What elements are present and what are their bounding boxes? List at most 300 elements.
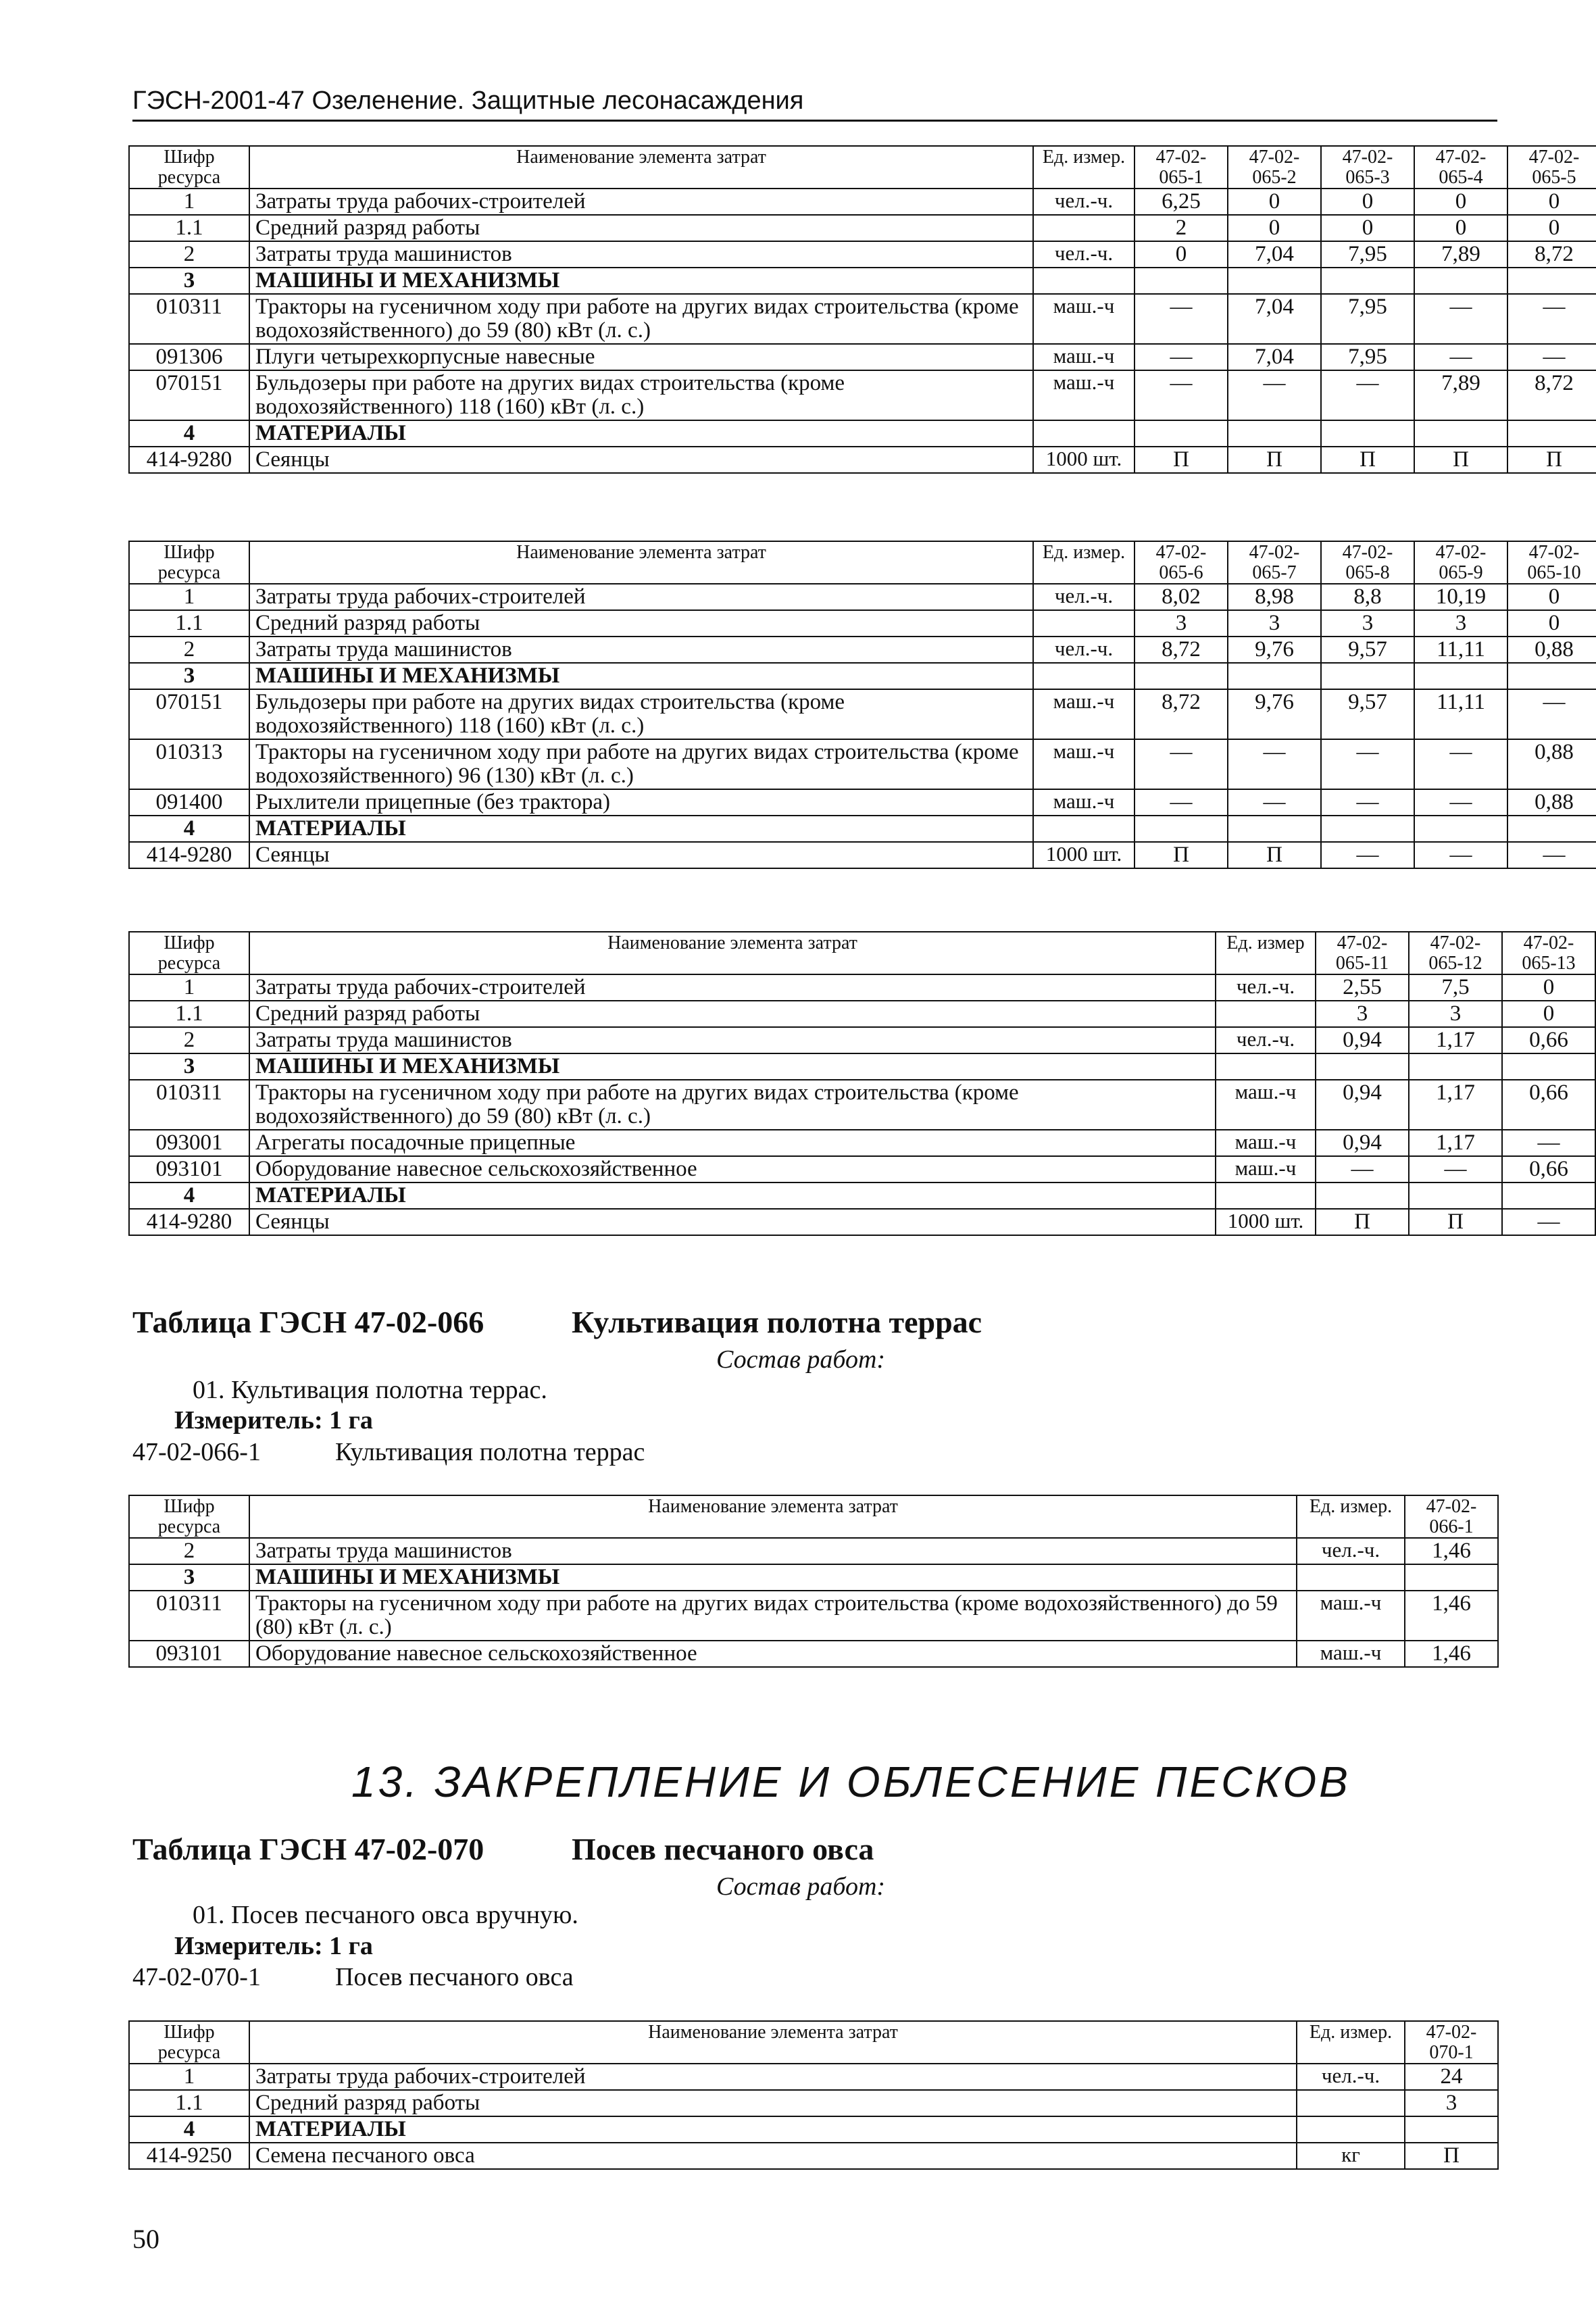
- section-row: [129, 1053, 1595, 1080]
- table-row: [129, 1130, 1595, 1156]
- resource-code-cell: 2: [129, 637, 249, 663]
- resource-name-cell: Средний разряд работы: [249, 610, 1033, 637]
- unit-cell: чел.-ч.: [1297, 2064, 1405, 2090]
- value-cell: 8,8: [1321, 584, 1414, 610]
- measure-070-label: Измеритель: 1 га: [174, 1932, 373, 1960]
- value-cell: —: [1414, 789, 1507, 816]
- header-norm-code-cell: [1414, 541, 1507, 584]
- resource-code-cell: 1: [129, 974, 249, 1001]
- item-070-1-code: 47-02-070-1: [132, 1963, 261, 1991]
- resource-code-cell: 093101: [129, 1156, 249, 1183]
- resource-code-cell: 414-9280: [129, 1209, 249, 1235]
- unit-cell: чел.-ч.: [1033, 241, 1134, 268]
- header-code-line-1: Шифр: [164, 147, 215, 168]
- header-code-line-2: ресурса: [157, 1516, 221, 1537]
- measure-066-label: Измеритель: 1 га: [174, 1406, 373, 1435]
- value-cell: 2,55: [1316, 974, 1409, 1001]
- norm-code-line-1: 47-02-: [1249, 542, 1300, 563]
- table-row: [129, 739, 1596, 789]
- norm-code-line-2: 065-3: [1345, 166, 1390, 188]
- resource-name-cell: Бульдозеры при работе на других видах строительства (кроме водохозяйственного) 118 (160) кВт (л. с.): [249, 689, 1033, 739]
- value-cell: [1228, 420, 1321, 447]
- resource-name-cell: Тракторы на гусеничном ходу при работе на других видах строительства (кроме водохозяйственного) 96 (130) кВт (л. с.): [249, 739, 1033, 789]
- norm-code-line-1: 47-02-: [1523, 932, 1574, 953]
- value-cell: 0: [1321, 215, 1414, 241]
- value-cell: [1414, 268, 1507, 294]
- resource-code-cell: 2: [129, 1538, 249, 1564]
- value-cell: [1321, 420, 1414, 447]
- table-row: [129, 241, 1596, 268]
- work-item-070: 01. Посев песчаного овса вручную.: [193, 1901, 578, 1929]
- value-cell: —: [1134, 370, 1228, 420]
- resource-code-cell: 070151: [129, 370, 249, 420]
- table-title-070: [132, 1831, 874, 1867]
- header-code-line-2: ресурса: [157, 952, 221, 974]
- header-norm-code-cell: [1507, 146, 1596, 189]
- value-cell: —: [1134, 789, 1228, 816]
- unit-cell: [1297, 2090, 1405, 2116]
- value-cell: 9,76: [1228, 689, 1321, 739]
- value-cell: 0,94: [1316, 1027, 1409, 1053]
- table-row: [129, 447, 1596, 473]
- resource-code-cell: 1.1: [129, 215, 249, 241]
- value-cell: 8,72: [1507, 370, 1596, 420]
- norm-code-line-2: 065-13: [1522, 952, 1576, 974]
- table-row: [129, 974, 1595, 1001]
- item-066-1-name: Культивация полотна террас: [335, 1438, 645, 1466]
- header-code-line-2: ресурса: [157, 2041, 221, 2063]
- unit-cell: маш.-ч: [1033, 344, 1134, 370]
- value-cell: [1507, 420, 1596, 447]
- value-cell: 7,04: [1228, 344, 1321, 370]
- value-cell: —: [1414, 739, 1507, 789]
- resource-name-cell: Затраты труда рабочих-строителей: [249, 584, 1033, 610]
- table-header-row: [129, 146, 1596, 189]
- norm-code-line-1: 47-02-: [1342, 147, 1393, 168]
- unit-cell: [1033, 268, 1134, 294]
- measure-070: [174, 1931, 373, 1961]
- chapter-title: 13. ЗАКРЕПЛЕНИЕ И ОБЛЕСЕНИЕ ПЕСКОВ: [351, 1758, 1351, 1806]
- resource-name-cell: Затраты труда рабочих-строителей: [249, 974, 1216, 1001]
- value-cell: —: [1134, 294, 1228, 344]
- resource-name-cell: МАТЕРИАЛЫ: [249, 1183, 1216, 1209]
- unit-cell: чел.-ч.: [1033, 637, 1134, 663]
- resource-name-cell: Затраты труда машинистов: [249, 637, 1033, 663]
- unit-cell: маш.-ч: [1033, 294, 1134, 344]
- resource-name-cell: Сеянцы: [249, 447, 1033, 473]
- value-cell: П: [1321, 447, 1414, 473]
- resource-name-cell: Средний разряд работы: [249, 1001, 1216, 1027]
- resource-name-cell: Семена песчаного овса: [249, 2143, 1297, 2169]
- resource-name-cell: МАТЕРИАЛЫ: [249, 2116, 1297, 2143]
- value-cell: 10,19: [1414, 584, 1507, 610]
- section-row: [129, 2116, 1498, 2143]
- header-norm-code-cell: [1228, 541, 1321, 584]
- resource-table-065-part-3: [128, 931, 1596, 1236]
- value-cell: 0,94: [1316, 1130, 1409, 1156]
- resource-table-065-part-1: [128, 145, 1596, 474]
- value-cell: 1,17: [1409, 1027, 1502, 1053]
- norm-code-line-2: 065-11: [1335, 952, 1389, 974]
- header-norm-code-cell: [1409, 932, 1502, 974]
- unit-cell: 1000 шт.: [1216, 1209, 1316, 1235]
- resource-code-cell: 2: [129, 1027, 249, 1053]
- value-cell: [1316, 1183, 1409, 1209]
- resource-name-cell: Тракторы на гусеничном ходу при работе на других видах строительства (кроме водохозяйственного) до 59 (80) кВт (л. с.): [249, 1080, 1216, 1130]
- value-cell: 0: [1507, 610, 1596, 637]
- header-norm-code-cell: [1502, 932, 1595, 974]
- table-title-070-name: Посев песчаного овса: [572, 1832, 874, 1866]
- table-row: [129, 1027, 1595, 1053]
- value-cell: 0,88: [1507, 789, 1596, 816]
- value-cell: 7,95: [1321, 294, 1414, 344]
- table-row: [129, 1538, 1498, 1564]
- resource-name-cell: Затраты труда рабочих-строителей: [249, 2064, 1297, 2090]
- header-norm-code-cell: [1321, 146, 1414, 189]
- resource-name-cell: Оборудование навесное сельскохозяйственное: [249, 1156, 1216, 1183]
- table-title-066-label: Таблица ГЭСН 47-02-066: [132, 1305, 484, 1339]
- header-name-cell: Наименование элемента затрат: [249, 146, 1033, 189]
- unit-cell: маш.-ч: [1033, 370, 1134, 420]
- table-row: [129, 1641, 1498, 1667]
- resource-name-cell: Сеянцы: [249, 1209, 1216, 1235]
- resource-name-cell: Плуги четырехкорпусные навесные: [249, 344, 1033, 370]
- table-row: [129, 370, 1596, 420]
- resource-code-cell: 1.1: [129, 610, 249, 637]
- value-cell: —: [1321, 370, 1414, 420]
- value-cell: [1134, 663, 1228, 689]
- unit-cell: [1033, 610, 1134, 637]
- item-066-1-code: 47-02-066-1: [132, 1438, 261, 1466]
- table-row: [129, 610, 1596, 637]
- resource-code-cell: 414-9280: [129, 842, 249, 868]
- table-row: [129, 215, 1596, 241]
- table-row: [129, 1209, 1595, 1235]
- header-code-cell: [129, 1495, 249, 1538]
- norm-code-line-2: 065-6: [1159, 562, 1203, 583]
- resource-name-cell: Затраты труда машинистов: [249, 241, 1033, 268]
- resource-name-cell: Бульдозеры при работе на других видах строительства (кроме водохозяйственного) 118 (160) кВт (л. с.): [249, 370, 1033, 420]
- norm-code-line-2: 065-9: [1439, 562, 1483, 583]
- value-cell: [1228, 268, 1321, 294]
- value-cell: —: [1414, 344, 1507, 370]
- value-cell: 7,89: [1414, 370, 1507, 420]
- resource-name-cell: Тракторы на гусеничном ходу при работе на других видах строительства (кроме водохозяйственного) до 59 (80) кВт (л. с.): [249, 1591, 1297, 1641]
- norm-code-line-1: 47-02-: [1435, 147, 1487, 168]
- value-cell: 8,72: [1134, 637, 1228, 663]
- value-cell: 0: [1414, 189, 1507, 215]
- header-code-line-1: Шифр: [164, 542, 215, 563]
- unit-cell: кг: [1297, 2143, 1405, 2169]
- value-cell: [1134, 816, 1228, 842]
- table-title-070-label: Таблица ГЭСН 47-02-070: [132, 1832, 484, 1866]
- value-cell: [1321, 816, 1414, 842]
- header-code-line-2: ресурса: [157, 562, 221, 583]
- norm-code-line-1: 47-02-: [1155, 147, 1207, 168]
- value-cell: 8,72: [1507, 241, 1596, 268]
- value-cell: —: [1507, 689, 1596, 739]
- value-cell: П: [1228, 842, 1321, 868]
- value-cell: —: [1228, 370, 1321, 420]
- item-070-1: [132, 1962, 574, 1992]
- value-cell: 0,88: [1507, 637, 1596, 663]
- resource-code-cell: 1: [129, 189, 249, 215]
- value-cell: 7,04: [1228, 241, 1321, 268]
- resource-code-cell: 1.1: [129, 1001, 249, 1027]
- header-norm-code-cell: [1507, 541, 1596, 584]
- header-name-cell: Наименование элемента затрат: [249, 2021, 1297, 2064]
- resource-code-cell: 414-9280: [129, 447, 249, 473]
- resource-name-cell: Средний разряд работы: [249, 2090, 1297, 2116]
- section-row: [129, 1564, 1498, 1591]
- value-cell: 8,72: [1134, 689, 1228, 739]
- unit-cell: маш.-ч: [1216, 1156, 1316, 1183]
- unit-cell: маш.-ч: [1033, 689, 1134, 739]
- norm-code-line-2: 065-8: [1345, 562, 1390, 583]
- value-cell: [1409, 1183, 1502, 1209]
- resource-name-cell: Затраты труда рабочих-строителей: [249, 189, 1033, 215]
- item-066-1: [132, 1437, 645, 1467]
- value-cell: 9,57: [1321, 689, 1414, 739]
- resource-code-cell: 3: [129, 1053, 249, 1080]
- value-cell: 6,25: [1134, 189, 1228, 215]
- resource-code-cell: 010311: [129, 1080, 249, 1130]
- value-cell: 9,76: [1228, 637, 1321, 663]
- value-cell: 7,04: [1228, 294, 1321, 344]
- header-norm-code-cell: [1321, 541, 1414, 584]
- unit-cell: маш.-ч: [1216, 1080, 1316, 1130]
- value-cell: —: [1316, 1156, 1409, 1183]
- unit-cell: [1033, 215, 1134, 241]
- resource-table-070: [128, 2020, 1499, 2170]
- value-cell: [1507, 268, 1596, 294]
- value-cell: —: [1409, 1156, 1502, 1183]
- norm-code-line-1: 47-02-: [1528, 542, 1580, 563]
- norm-code-line-1: 47-02-: [1342, 542, 1393, 563]
- section-row: [129, 1183, 1595, 1209]
- value-cell: 9,57: [1321, 637, 1414, 663]
- value-cell: 3: [1414, 610, 1507, 637]
- unit-cell: маш.-ч: [1033, 739, 1134, 789]
- unit-cell: [1033, 663, 1134, 689]
- value-cell: [1405, 2116, 1498, 2143]
- table-row: [129, 689, 1596, 739]
- unit-cell: 1000 шт.: [1033, 842, 1134, 868]
- resource-name-cell: Затраты труда машинистов: [249, 1027, 1216, 1053]
- resource-table-065-part-2: [128, 541, 1596, 869]
- table-row: [129, 2090, 1498, 2116]
- value-cell: 3: [1405, 2090, 1498, 2116]
- value-cell: [1321, 663, 1414, 689]
- norm-code-line-2: 070-1: [1429, 2041, 1474, 2063]
- resource-code-cell: 091400: [129, 789, 249, 816]
- value-cell: 7,95: [1321, 241, 1414, 268]
- header-unit-cell: Ед. измер.: [1297, 2021, 1405, 2064]
- value-cell: 0: [1228, 215, 1321, 241]
- header-norm-code-cell: [1316, 932, 1409, 974]
- norm-code-line-1: 47-02-: [1249, 147, 1300, 168]
- header-norm-code-cell: [1414, 146, 1507, 189]
- value-cell: 1,46: [1405, 1591, 1498, 1641]
- norm-code-line-2: 065-7: [1252, 562, 1297, 583]
- page-number: 50: [132, 2224, 159, 2254]
- table-row: [129, 1156, 1595, 1183]
- work-composition-070-label: Состав работ:: [716, 1872, 886, 1901]
- resource-name-cell: Оборудование навесное сельскохозяйственное: [249, 1641, 1297, 1667]
- value-cell: 0: [1507, 189, 1596, 215]
- unit-cell: чел.-ч.: [1216, 974, 1316, 1001]
- value-cell: 0: [1502, 974, 1595, 1001]
- value-cell: —: [1414, 842, 1507, 868]
- value-cell: П: [1409, 1209, 1502, 1235]
- resource-name-cell: МАШИНЫ И МЕХАНИЗМЫ: [249, 1564, 1297, 1591]
- norm-code-line-2: 065-5: [1532, 166, 1576, 188]
- resource-code-cell: 1.1: [129, 2090, 249, 2116]
- value-cell: П: [1228, 447, 1321, 473]
- value-cell: [1228, 663, 1321, 689]
- value-cell: 7,89: [1414, 241, 1507, 268]
- unit-cell: чел.-ч.: [1297, 1538, 1405, 1564]
- header-norm-code-cell: [1134, 541, 1228, 584]
- value-cell: 2: [1134, 215, 1228, 241]
- value-cell: —: [1507, 842, 1596, 868]
- value-cell: 0,66: [1502, 1080, 1595, 1130]
- header-code-cell: [129, 146, 249, 189]
- norm-code-line-1: 47-02-: [1426, 1496, 1477, 1517]
- resource-code-cell: 093001: [129, 1130, 249, 1156]
- value-cell: 1,17: [1409, 1130, 1502, 1156]
- resource-name-cell: Затраты труда машинистов: [249, 1538, 1297, 1564]
- resource-code-cell: 3: [129, 1564, 249, 1591]
- resource-name-cell: Средний разряд работы: [249, 215, 1033, 241]
- item-070-1-name: Посев песчаного овса: [335, 1963, 574, 1991]
- value-cell: —: [1228, 789, 1321, 816]
- header-unit-cell: Ед. измер.: [1033, 541, 1134, 584]
- value-cell: —: [1321, 842, 1414, 868]
- measure-066: [174, 1405, 373, 1435]
- table-row: [129, 842, 1596, 868]
- value-cell: [1502, 1183, 1595, 1209]
- value-cell: 0: [1507, 215, 1596, 241]
- header-norm-code-cell: [1228, 146, 1321, 189]
- header-code-cell: [129, 2021, 249, 2064]
- resource-table-066: [128, 1495, 1499, 1668]
- value-cell: —: [1321, 739, 1414, 789]
- value-cell: [1414, 663, 1507, 689]
- norm-code-line-1: 47-02-: [1435, 542, 1487, 563]
- value-cell: [1316, 1053, 1409, 1080]
- resource-code-cell: 3: [129, 268, 249, 294]
- table-title-066-name: Культивация полотна террас: [572, 1305, 982, 1339]
- value-cell: 7,5: [1409, 974, 1502, 1001]
- resource-name-cell: МАШИНЫ И МЕХАНИЗМЫ: [249, 1053, 1216, 1080]
- norm-code-line-2: 065-10: [1527, 562, 1581, 583]
- unit-cell: [1216, 1183, 1316, 1209]
- value-cell: 24: [1405, 2064, 1498, 2090]
- value-cell: [1134, 268, 1228, 294]
- unit-cell: маш.-ч: [1297, 1641, 1405, 1667]
- resource-code-cell: 093101: [129, 1641, 249, 1667]
- header-unit-cell: Ед. измер.: [1297, 1495, 1405, 1538]
- value-cell: [1414, 816, 1507, 842]
- header-norm-code-cell: [1134, 146, 1228, 189]
- norm-code-line-1: 47-02-: [1430, 932, 1481, 953]
- value-cell: П: [1507, 447, 1596, 473]
- resource-code-cell: 010313: [129, 739, 249, 789]
- header-norm-code-cell: [1405, 2021, 1498, 2064]
- section-row: [129, 663, 1596, 689]
- value-cell: —: [1507, 344, 1596, 370]
- value-cell: 8,02: [1134, 584, 1228, 610]
- resource-code-cell: 4: [129, 420, 249, 447]
- header-code-line-1: Шифр: [164, 1496, 215, 1517]
- value-cell: —: [1134, 739, 1228, 789]
- value-cell: П: [1405, 2143, 1498, 2169]
- value-cell: 0: [1414, 215, 1507, 241]
- value-cell: [1507, 663, 1596, 689]
- table-row: [129, 344, 1596, 370]
- resource-name-cell: МАШИНЫ И МЕХАНИЗМЫ: [249, 268, 1033, 294]
- value-cell: —: [1414, 294, 1507, 344]
- resource-code-cell: 4: [129, 1183, 249, 1209]
- table-row: [129, 1080, 1595, 1130]
- header-unit-cell: Ед. измер.: [1033, 146, 1134, 189]
- value-cell: [1228, 816, 1321, 842]
- header-name-cell: Наименование элемента затрат: [249, 932, 1216, 974]
- value-cell: —: [1134, 344, 1228, 370]
- resource-code-cell: 414-9250: [129, 2143, 249, 2169]
- resource-code-cell: 070151: [129, 689, 249, 739]
- header-code-line-2: ресурса: [157, 166, 221, 188]
- header-code-cell: [129, 541, 249, 584]
- unit-cell: 1000 шт.: [1033, 447, 1134, 473]
- value-cell: —: [1502, 1130, 1595, 1156]
- header-code-cell: [129, 932, 249, 974]
- table-row: [129, 2064, 1498, 2090]
- resource-code-cell: 3: [129, 663, 249, 689]
- table-row: [129, 2143, 1498, 2169]
- resource-code-cell: 1: [129, 2064, 249, 2090]
- value-cell: П: [1414, 447, 1507, 473]
- value-cell: —: [1507, 294, 1596, 344]
- value-cell: 0: [1502, 1001, 1595, 1027]
- unit-cell: [1033, 816, 1134, 842]
- section-row: [129, 816, 1596, 842]
- table-row: [129, 789, 1596, 816]
- table-header-row: [129, 2021, 1498, 2064]
- resource-code-cell: 2: [129, 241, 249, 268]
- resource-code-cell: 010311: [129, 1591, 249, 1641]
- norm-code-line-2: 065-12: [1428, 952, 1482, 974]
- norm-code-line-1: 47-02-: [1337, 932, 1388, 953]
- unit-cell: маш.-ч: [1216, 1130, 1316, 1156]
- header-name-cell: Наименование элемента затрат: [249, 541, 1033, 584]
- norm-code-line-1: 47-02-: [1155, 542, 1207, 563]
- norm-code-line-1: 47-02-: [1426, 2022, 1477, 2043]
- header-name-cell: Наименование элемента затрат: [249, 1495, 1297, 1538]
- value-cell: 0,66: [1502, 1156, 1595, 1183]
- section-row: [129, 420, 1596, 447]
- value-cell: [1405, 1564, 1498, 1591]
- value-cell: 8,98: [1228, 584, 1321, 610]
- header-code-line-1: Шифр: [164, 932, 215, 953]
- norm-code-line-2: 065-4: [1439, 166, 1483, 188]
- unit-cell: чел.-ч.: [1033, 584, 1134, 610]
- value-cell: [1502, 1053, 1595, 1080]
- unit-cell: маш.-ч: [1033, 789, 1134, 816]
- resource-name-cell: МАШИНЫ И МЕХАНИЗМЫ: [249, 663, 1033, 689]
- work-item-066: 01. Культивация полотна террас.: [193, 1376, 547, 1404]
